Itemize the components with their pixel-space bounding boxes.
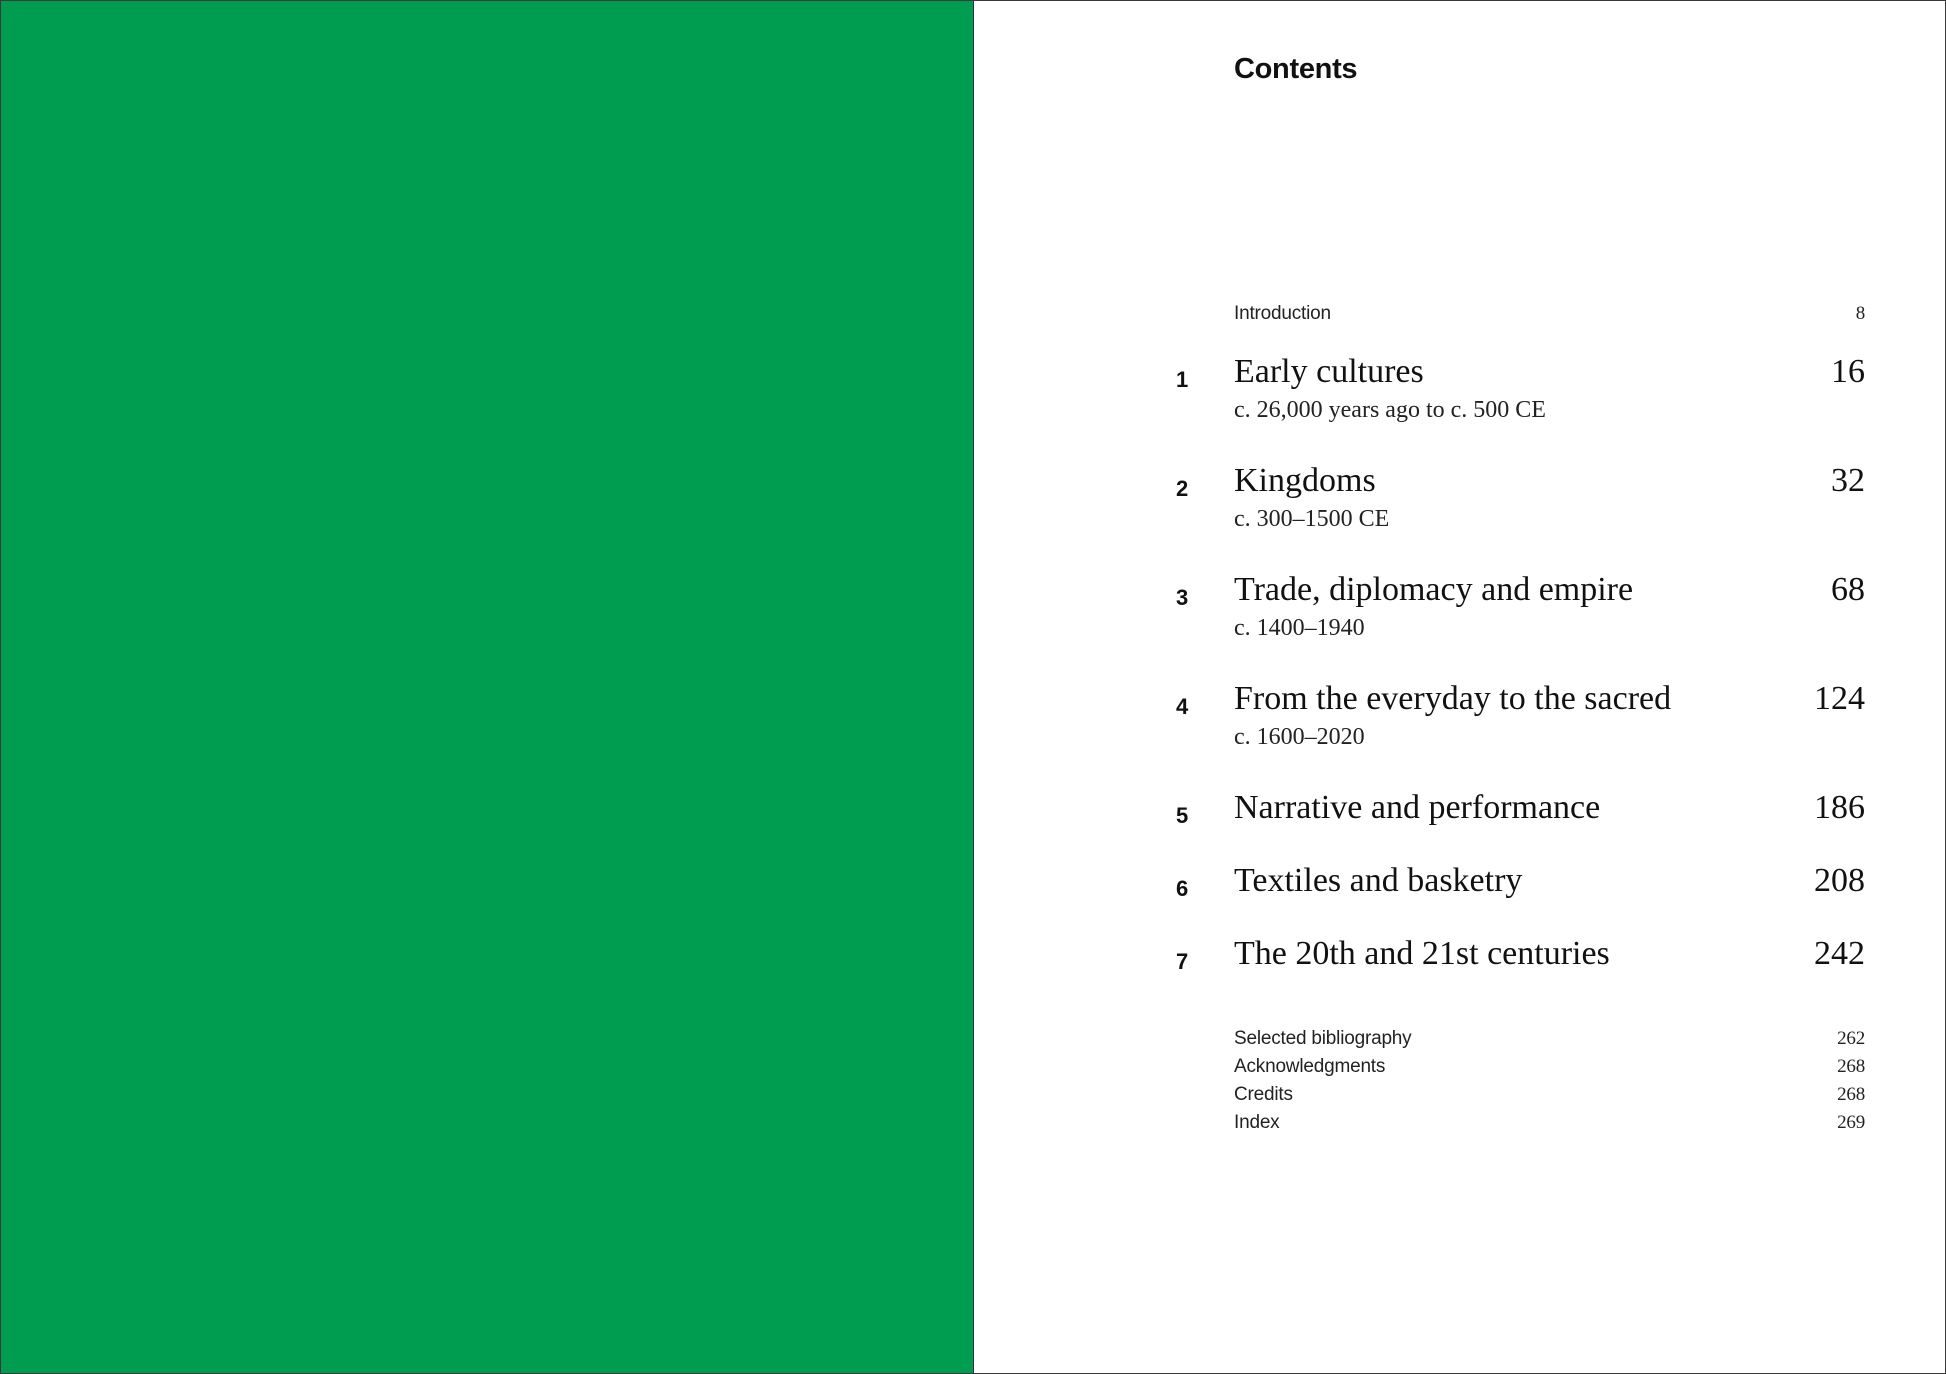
chapter-page: 242 [1814, 935, 1865, 972]
chapter-number: 6 [1176, 876, 1189, 901]
toc-backmatter-row[interactable] [1234, 1084, 1865, 1106]
chapter-date: c. 300–1500 CE [1234, 506, 1390, 532]
chapter-date: c. 26,000 years ago to c. 500 CE [1234, 397, 1546, 423]
backmatter-page: 268 [1837, 1056, 1865, 1077]
chapter-number: 3 [1176, 585, 1189, 610]
toc-backmatter-row[interactable] [1234, 1056, 1865, 1078]
contents-page [974, 1, 1945, 1373]
chapter-title: Kingdoms [1234, 462, 1376, 499]
green-page [1, 1, 974, 1373]
backmatter-label: Selected bibliography [1234, 1028, 1412, 1049]
backmatter-page: 269 [1837, 1112, 1865, 1133]
chapter-number: 4 [1176, 694, 1189, 719]
backmatter-label: Index [1234, 1112, 1280, 1133]
chapter-title: Textiles and basketry [1234, 862, 1523, 899]
chapter-page: 124 [1814, 680, 1865, 717]
chapter-date: c. 1400–1940 [1234, 615, 1365, 641]
chapter-title: Narrative and performance [1234, 789, 1601, 826]
toc-intro-page: 8 [1855, 303, 1865, 324]
backmatter-page: 262 [1837, 1028, 1865, 1049]
chapter-title: Trade, diplomacy and empire [1234, 571, 1634, 608]
chapter-number: 2 [1176, 476, 1189, 501]
chapter-title: From the everyday to the sacred [1234, 680, 1672, 717]
backmatter-page: 268 [1837, 1084, 1865, 1105]
backmatter-label: Acknowledgments [1234, 1056, 1386, 1077]
toc-intro-label: Introduction [1234, 303, 1331, 324]
chapter-page: 68 [1831, 571, 1865, 608]
chapter-title: The 20th and 21st centuries [1234, 935, 1610, 972]
backmatter-label: Credits [1234, 1084, 1293, 1105]
chapter-page: 16 [1831, 353, 1865, 390]
chapter-number: 7 [1176, 949, 1189, 974]
chapter-date: c. 1600–2020 [1234, 724, 1365, 750]
chapter-title: Early cultures [1234, 353, 1424, 390]
toc-backmatter-row[interactable] [1234, 1028, 1865, 1050]
chapter-page: 208 [1814, 862, 1865, 899]
toc-backmatter-row[interactable] [1234, 1112, 1865, 1134]
chapter-page: 32 [1831, 462, 1865, 499]
chapter-number: 5 [1176, 803, 1189, 828]
chapter-page: 186 [1814, 789, 1865, 826]
toc-intro-row[interactable] [1234, 303, 1865, 325]
chapter-number: 1 [1176, 367, 1189, 392]
page-title: Contents [1234, 53, 1358, 85]
